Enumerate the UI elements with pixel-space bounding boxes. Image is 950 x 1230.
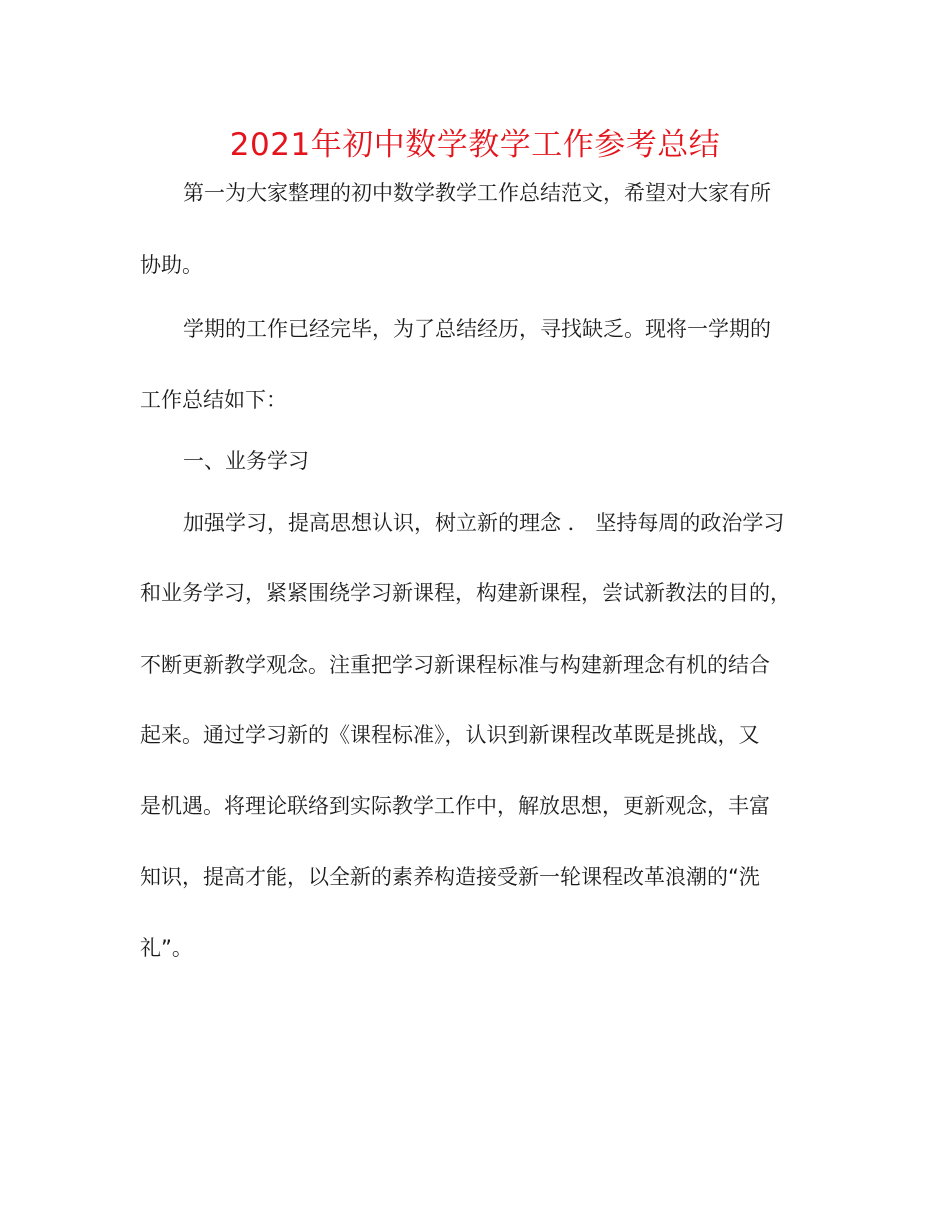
paragraph-line: 是机遇。将理论联络到实际教学工作中，解放思想，更新观念，丰富	[140, 794, 770, 818]
paragraph-line: 礼”。	[140, 936, 193, 960]
section-heading: 一、业务学习	[183, 449, 309, 473]
paragraph-line: 第一为大家整理的初中数学教学工作总结范文，希望对大家有所	[183, 181, 771, 205]
paragraph-line: 学期的工作已经完毕，为了总结经历，寻找缺乏。现将一学期的	[183, 317, 771, 341]
paragraph-line: 和业务学习，紧紧围绕学习新课程，构建新课程，尝试新教法的目的，	[140, 581, 791, 605]
document-title: 2021年初中数学教学工作参考总结	[229, 127, 721, 163]
paragraph-line: 协助。	[140, 253, 203, 277]
paragraph-line: 加强学习，提高思想认识，树立新的理念 ． 坚持每周的政治学习	[183, 511, 785, 535]
paragraph-line: 起来。通过学习新的《课程标准》，认识到新课程改革既是挑战，又	[140, 723, 760, 747]
paragraph-line: 知识，提高才能，以全新的素养构造接受新一轮课程改革浪潮的“洗	[140, 865, 760, 889]
paragraph-line: 不断更新教学观念。注重把学习新课程标准与构建新理念有机的结合	[140, 653, 770, 677]
paragraph-line: 工作总结如下：	[140, 388, 287, 412]
